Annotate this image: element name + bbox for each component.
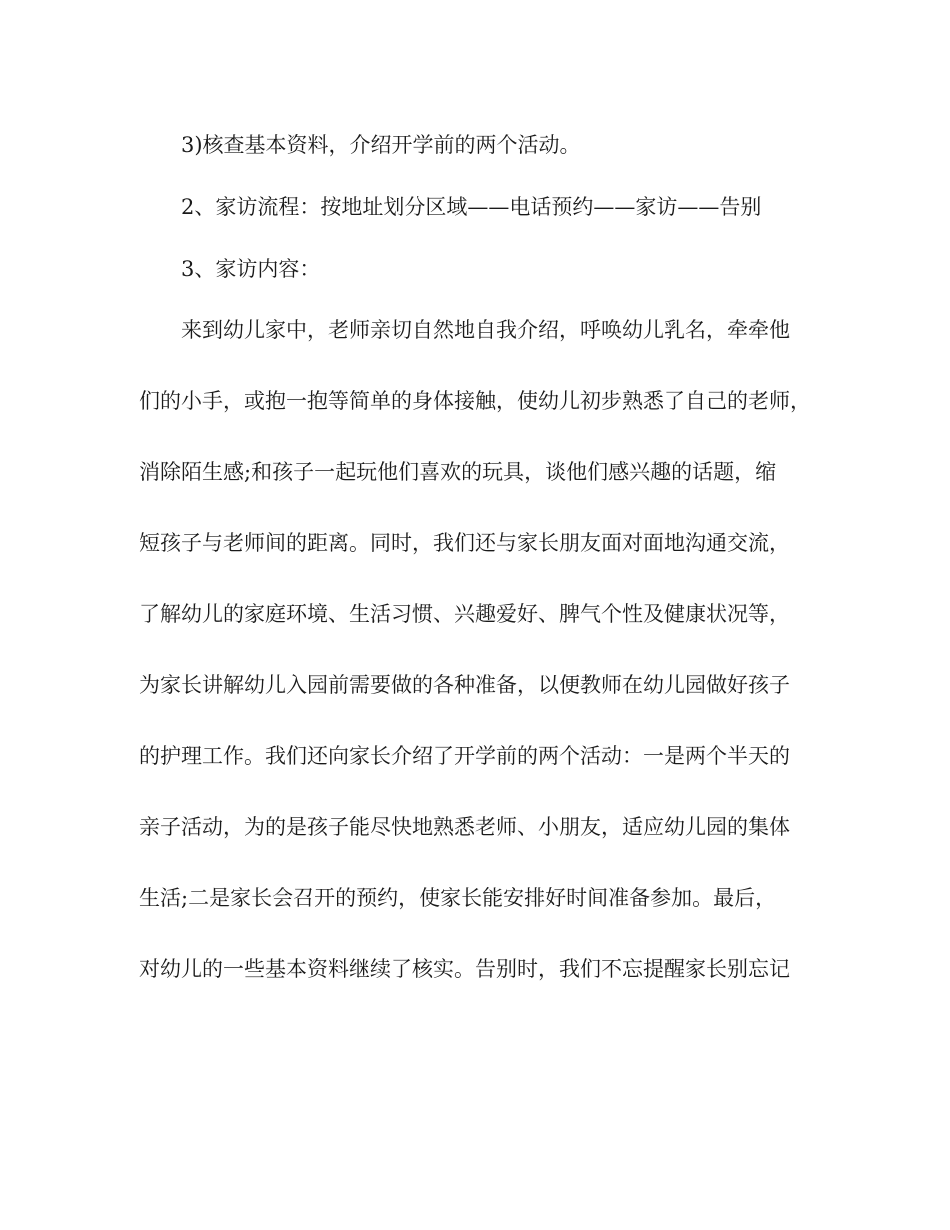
paragraph-line-7: 的护理工作。我们还向家长介绍了开学前的两个活动：一是两个半天的 [139,744,790,768]
paragraph-line-3: 消除陌生感;和孩子一起玩他们喜欢的玩具，谈他们感兴趣的话题，缩 [139,460,777,484]
paragraph-line-2: 们的小手，或抱一抱等简单的身体接触，使幼儿初步熟悉了自己的老师， [139,389,811,413]
paragraph-line-6: 为家长讲解幼儿入园前需要做的各种准备，以便教师在幼儿园做好孩子 [139,673,790,697]
paragraph-line-8: 亲子活动，为的是孩子能尽快地熟悉老师、小朋友，适应幼儿园的集体 [139,815,790,839]
paragraph-line-5: 了解幼儿的家庭环境、生活习惯、兴趣爱好、脾气个性及健康状况等， [139,602,790,626]
paragraph-line-9: 生活;二是家长会召开的预约，使家长能安排好时间准备参加。最后， [139,886,777,910]
text-line-1: 3)核查基本资料，介绍开学前的两个活动。 [181,133,581,157]
paragraph-line-4: 短孩子与老师间的距离。同时，我们还与家长朋友面对面地沟通交流， [139,531,790,555]
text-line-3: 3、家访内容： [181,257,321,281]
text-line-2: 2、家访流程：按地址划分区域——电话预约——家访——告别 [181,195,762,219]
paragraph-line-10: 对幼儿的一些基本资料继续了核实。告别时，我们不忘提醒家长别忘记 [139,957,790,981]
paragraph-line-1: 来到幼儿家中，老师亲切自然地自我介绍，呼唤幼儿乳名，牵牵他 [181,318,790,342]
